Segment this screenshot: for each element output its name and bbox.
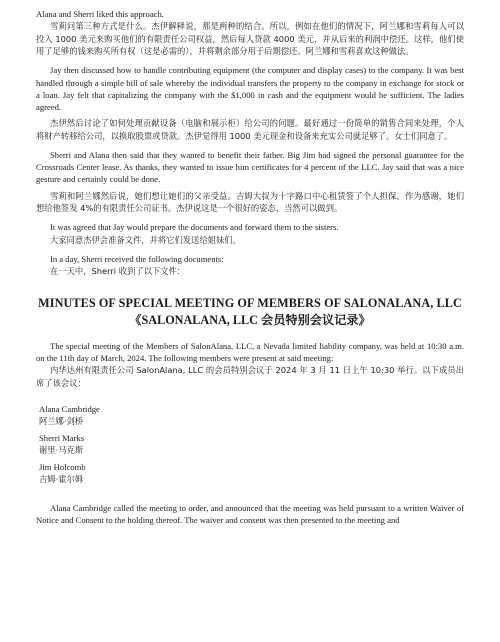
member-name-en: Alana Cambridge bbox=[39, 403, 100, 414]
paragraph-documents-en: It was agreed that Jay would prepare the documents and forward them to the sisters. bbox=[50, 222, 339, 233]
member-name-zh: 吉姆·霍尔姆 bbox=[39, 473, 84, 484]
paragraph-father-zh: 雪莉和阿兰娜然后说，她们想让她们的父亲受益。吉姆大叔为十字路口中心租赁签了个人担保。作为感谢，她们想给他签发 4%的有限责任公司证书。杰伊说这是一个很好的姿态，当然可以做到。 bbox=[36, 190, 464, 214]
paragraph-documents-zh: 大家同意杰伊会准备文件，并将它们发送给姐妹们。 bbox=[50, 234, 241, 245]
paragraph-equipment-en: Jay then discussed how to handle contributing equipment (the computer and display cases) to the company. It was best handled through a simple bill of sale whereby the individual transfers the property to the company in exchange for stock or a loan. Jay felt that capitalizing the company with the $1,000 in cash and the equipment would be sufficient. The ladies agreed. bbox=[36, 65, 464, 113]
paragraph-father-en: Sherri and Alana then said that they wanted to benefit their father. Big Jim had signed the personal guarantee for the Crossroads Center lease. As thanks, they wanted to issue him certificates for 4 percent of the LLC. Jay said that was a nice gesture and certainly could be done. bbox=[36, 150, 464, 185]
paragraph-received-en: In a day, Sherri received the following documents: bbox=[50, 254, 224, 265]
minutes-heading-zh: 《SALONALANA, LLC 会员特别会议记录》 bbox=[129, 312, 371, 327]
paragraph-call-to-order-en: Alana Cambridge called the meeting to order, and announced that the meeting was held pursuant to a written Waiver of Notice and Consent to the holding thereof. The waiver and consent was then presented to the meeting and bbox=[36, 502, 464, 526]
minutes-heading-en: MINUTES OF SPECIAL MEETING OF MEMBERS OF SALONALANA, LLC bbox=[38, 295, 462, 310]
paragraph-meeting-zh: 内华达州有限责任公司 SalonAlana, LLC 的会员特别会议于 2024 年 3 月 11 日上午 10:30 举行。以下成员出席了该会议： bbox=[36, 365, 464, 388]
members-list bbox=[36, 403, 464, 485]
member-name-zh: 谢里·马克斯 bbox=[39, 444, 84, 455]
paragraph-equipment-zh: 杰伊然后讨论了如何处理贡献设备（电脑和展示柜）给公司的问题。最好通过一份简单的销售合同来处理，个人将财产转移给公司，以换取股票或贷款。杰伊觉得用 1000 美元现金和设备来充实公司就足够了。女士们同意了。 bbox=[36, 118, 464, 141]
paragraph-meeting-en: The special meeting of the Members of SalonAlana, LLC, a Nevada limited liability company, was held at 10:30 a.m. on the 11th day of March, 2024. The following members were present at said meeting: bbox=[36, 340, 464, 363]
paragraph-approach-en: Alana and Sherri liked this approach. bbox=[36, 9, 164, 19]
member-name-zh: 阿兰娜·剑桥 bbox=[39, 415, 84, 426]
member-name-en: Sherri Marks bbox=[39, 432, 85, 443]
paragraph-received-zh: 在一天中，Sherri 收到了以下文件： bbox=[50, 266, 186, 277]
member-name-en: Jim Holcomb bbox=[39, 461, 86, 472]
paragraph-approach-zh: 雪莉问第三种方式是什么。杰伊解释说，那是两种的结合。所以，例如在他们的情况下，阿兰娜和雪莉每人可以投入 1000 美元来购买他们的有限责任公司权益，然后每人贷款 4000 美元，并从后来的利润中偿还。这样，他们使用了足够的钱来购买所有权（这是必需的），并将剩余部分用于后期偿还。阿兰娜和雪莉喜欢这种做法。 bbox=[36, 21, 464, 57]
